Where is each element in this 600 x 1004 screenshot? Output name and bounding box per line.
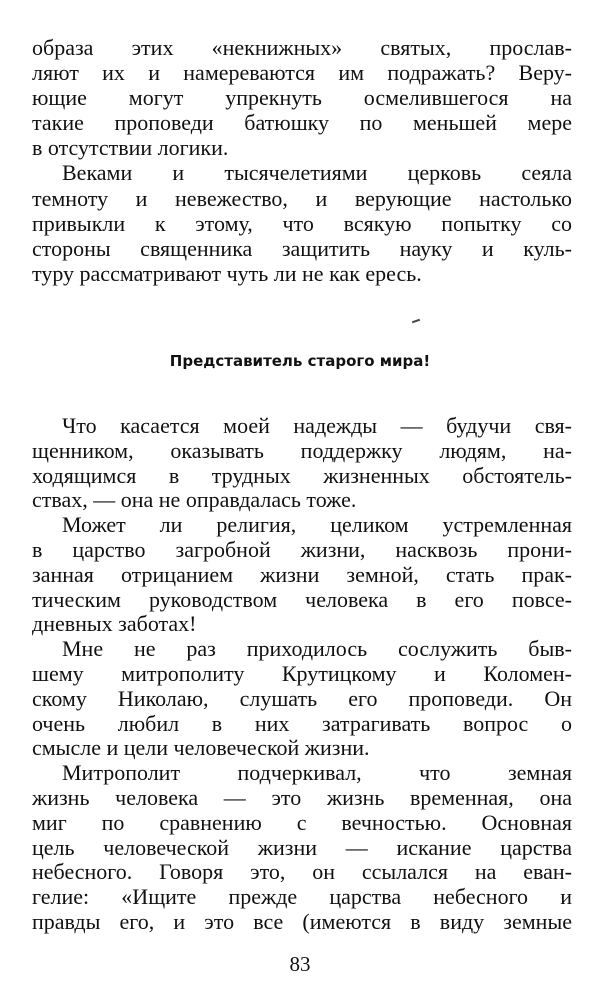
text-block-top	[32, 35, 572, 286]
text-line: небесного. Говоря это, он ссылался на еван-	[32, 859, 572, 885]
page-number: 83	[289, 952, 311, 976]
text-line: смысле и цели человеческой жизни.	[32, 735, 370, 761]
paragraph	[32, 513, 572, 637]
text-line: миг по сравнению с вечностью. Основная	[32, 809, 572, 835]
text-line: Мне не раз приходилось сослужить быв-	[62, 636, 572, 662]
text-line: ляют их и намереваются им подражать? Веру-	[32, 60, 572, 86]
text-line: дневных заботах!	[32, 611, 197, 637]
text-line: ствах, — она не оправдалась тоже.	[32, 487, 357, 513]
paragraph	[32, 761, 572, 935]
scan-speck	[412, 319, 420, 324]
text-line: занная отрицанием жизни земной, стать прак-	[32, 561, 572, 587]
text-line: правды его, и это все (имеются в виду земные	[32, 908, 572, 934]
text-line: шему митрополиту Крутицкому и Коломен-	[32, 660, 572, 686]
text-line: Что касается моей надежды — будучи свя-	[62, 413, 572, 438]
text-line: стороны священника защитить науку и куль-	[32, 235, 572, 261]
text-line: цель человеческой жизни — искание царства	[32, 834, 572, 860]
paragraph	[32, 160, 572, 285]
paragraph	[32, 414, 572, 513]
text-line: Веками и тысячелетиями церковь сеяла	[62, 160, 572, 186]
text-line: Может ли религия, целиком устремленная	[62, 512, 572, 538]
text-line: туру рассматривают чуть ли не как ересь.	[32, 260, 422, 286]
text-line: темноту и невежество, и верующие настолько	[32, 185, 572, 211]
text-line: привыкли к этому, что всякую попытку со	[32, 210, 572, 236]
text-line: ющие могут упрекнуть осмелившегося на	[32, 85, 572, 111]
text-line: такие проповеди батюшку по меньшей мере	[32, 110, 572, 136]
text-line: в отсутствии логики.	[32, 135, 229, 161]
text-line: в царство загробной жизни, насквозь прони-	[32, 536, 572, 562]
text-line: жизнь человека — это жизнь временная, она	[32, 784, 572, 810]
text-line: гелие: «Ищите прежде царства небесного и	[32, 884, 572, 910]
text-block-section	[32, 414, 572, 935]
section-heading: Представитель старого мира!	[169, 352, 431, 370]
text-line: скому Николаю, слушать его проповеди. Он	[32, 685, 572, 711]
text-line: щенником, оказывать поддержку людям, на-	[32, 437, 572, 463]
text-line: образа этих «некнижных» святых, прослав-	[32, 35, 572, 60]
text-line: тическим руководством человека в его повсе-	[32, 586, 572, 612]
text-line: очень любил в них затрагивать вопрос о	[32, 710, 572, 736]
paragraph	[32, 35, 572, 160]
text-line: ходящимся в трудных жизненных обстоятель-	[32, 462, 572, 488]
paragraph	[32, 637, 572, 761]
text-line: Митрополит подчеркивал, что земная	[62, 760, 572, 786]
